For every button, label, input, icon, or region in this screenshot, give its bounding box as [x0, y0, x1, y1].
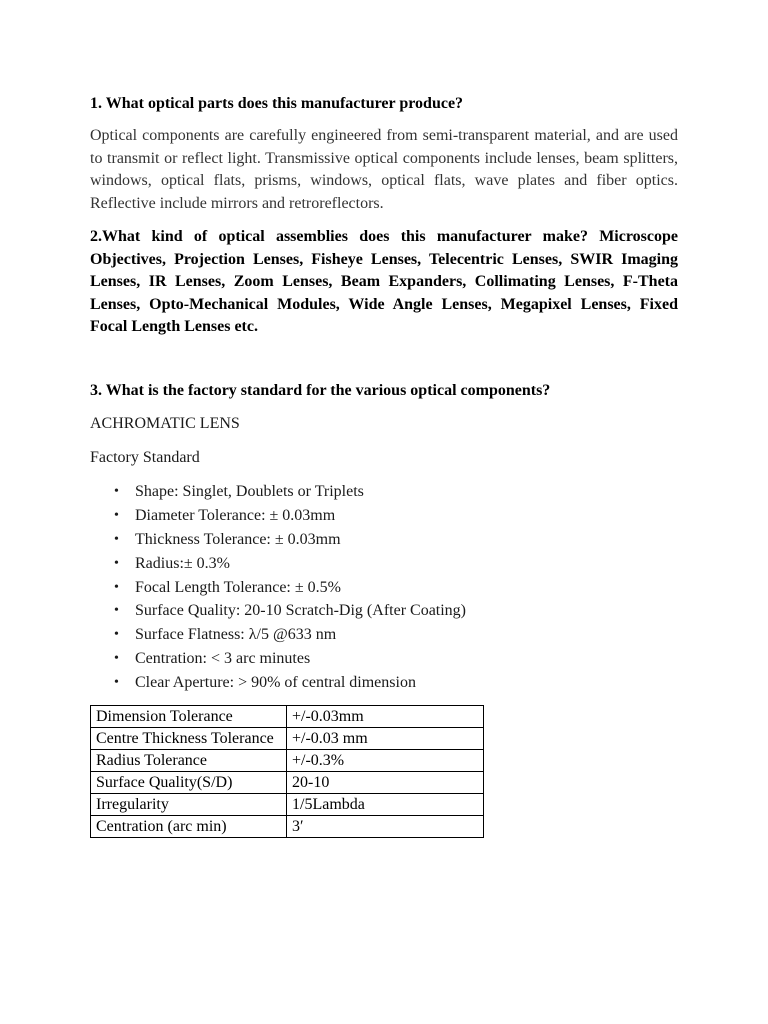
table-row — [91, 794, 484, 816]
factory-standard-subtitle: Factory Standard — [90, 449, 200, 466]
table-cell-param: Surface Quality(S/D) — [91, 772, 287, 794]
bullet-icon: • — [114, 507, 119, 523]
question-3-heading: 3. What is the factory standard for the various optical components? — [90, 382, 551, 399]
bullet-icon: • — [114, 627, 119, 643]
bullet-item: • Radius:± 0.3% — [90, 552, 650, 576]
bullet-item: • Surface Flatness: λ/5 @633 nm — [90, 623, 650, 647]
bullet-item: • Thickness Tolerance: ± 0.03mm — [90, 528, 650, 552]
spec-bullet-list — [90, 480, 650, 695]
bullet-item: • Centration: < 3 arc minutes — [90, 647, 650, 671]
bullet-icon: • — [114, 651, 119, 667]
table-cell-param: Centre Thickness Tolerance — [91, 728, 287, 750]
table-cell-value: 3′ — [287, 816, 484, 838]
bullet-item: • Diameter Tolerance: ± 0.03mm — [90, 504, 650, 528]
bullet-item: • Surface Quality: 20-10 Scratch-Dig (After Coating) — [90, 599, 650, 623]
bullet-item: • Focal Length Tolerance: ± 0.5% — [90, 576, 650, 600]
table-row — [91, 772, 484, 794]
question-1-heading: 1. What optical parts does this manufacturer produce? — [90, 95, 464, 112]
table-cell-param: Dimension Tolerance — [91, 706, 287, 728]
table-row — [91, 728, 484, 750]
table-cell-value: 1/5Lambda — [287, 794, 484, 816]
tolerance-table — [90, 705, 484, 838]
bullet-icon: • — [114, 579, 119, 595]
bullet-item: • Shape: Singlet, Doublets or Triplets — [90, 480, 650, 504]
table-cell-param: Radius Tolerance — [91, 750, 287, 772]
question-1-answer: Optical components are carefully engineered from semi-transparent material, and are used to transmit or reflect light. Transmissive optical components include lenses, beam splitters, windows, optical flats, prisms, windows, optical flats, wave plates and fiber optics. Reflective include mirrors and retroreflectors. — [90, 127, 678, 212]
section-title: ACHROMATIC LENS — [90, 415, 240, 432]
bullet-icon: • — [114, 484, 119, 499]
table-cell-value: +/-0.03 mm — [287, 728, 484, 750]
table-cell-param: Irregularity — [91, 794, 287, 816]
bullet-icon: • — [114, 531, 119, 547]
table-cell-value: +/-0.3% — [287, 750, 484, 772]
table-row — [91, 816, 484, 838]
table-row — [91, 750, 484, 772]
bullet-icon: • — [114, 555, 119, 571]
bullet-item: • Clear Aperture: > 90% of central dimension — [90, 671, 650, 695]
question-2-text: 2.What kind of optical assemblies does this manufacturer make? Microscope Objectives, Projection Lenses, Fisheye Lenses, Telecentric Lenses, SWIR Imaging Lenses, IR Lenses, Zoom Lenses, Beam Expanders, Collimating Lenses, F-Theta Lenses, Opto-Mechanical Modules, Wide Angle Lenses, Megapixel Lenses, Fixed Focal Length Lenses etc. — [90, 228, 678, 335]
table-cell-param: Centration (arc min) — [91, 816, 287, 838]
table-cell-value: 20-10 — [287, 772, 484, 794]
bullet-icon: • — [114, 603, 119, 619]
table-row — [91, 706, 484, 728]
bullet-icon: • — [114, 675, 119, 691]
table-cell-value: +/-0.03mm — [287, 706, 484, 728]
